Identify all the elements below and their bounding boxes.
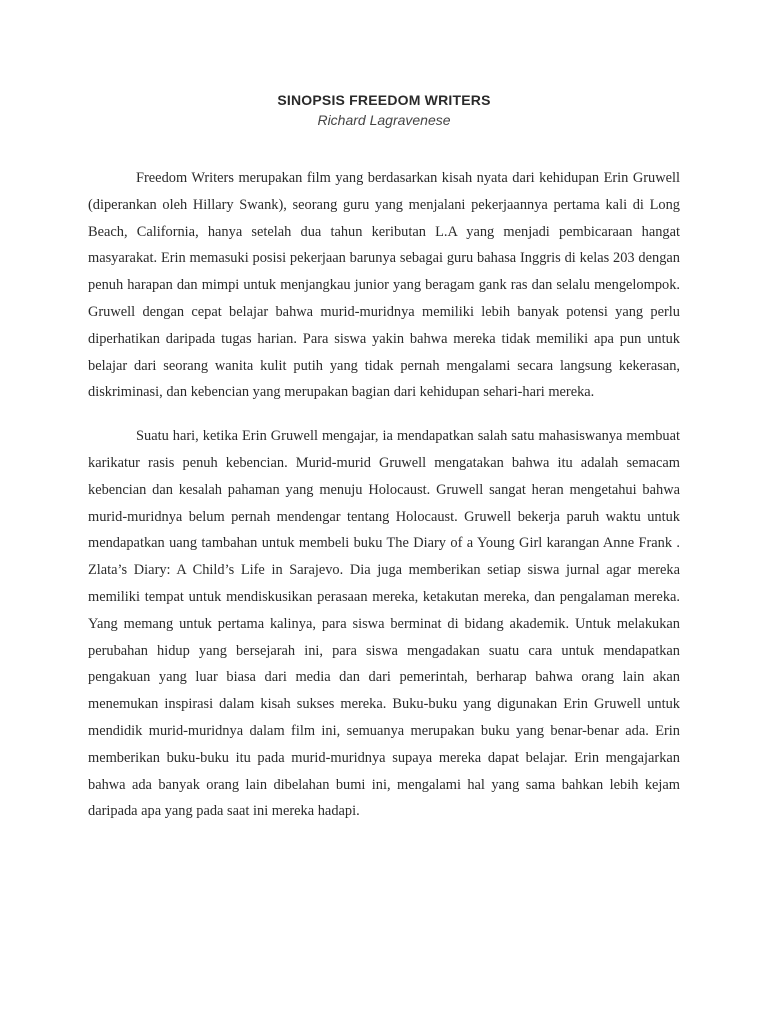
document-title: SINOPSIS FREEDOM WRITERS — [277, 92, 491, 108]
paragraph-2: Suatu hari, ketika Erin Gruwell mengajar, ia mendapatkan salah satu mahasiswanya membuat karikatur rasis penuh kebencian. Murid-murid Gruwell mengatakan bahwa itu adalah semacam kebencian dan kesalah pahaman yang menuju Holocaust. Gruwell sangat heran mengetahui bahwa murid-muridnya belum pernah mendengar tentang Holocaust. Gruwell bekerja paruh waktu untuk mendapatkan uang tambahan untuk membeli buku The Diary of a Young Girl karangan Anne Frank . Zlata’s Diary: A Child’s Life in Sarajevo. Dia juga memberikan setiap siswa jurnal agar mereka memiliki tempat untuk mendiskusikan perasaan mereka, ketakutan mereka, dan pengalaman mereka. Yang memang untuk pertama kalinya, para siswa berminat di bidang akademik. Untuk melakukan perubahan hidup yang bersejarah ini, para siswa mengadakan suatu cara untuk mendapatkan pengakuan yang luar biasa dari media dan dari pemerintah, berharap bahwa orang lain akan menemukan inspirasi dalam kisah sukses mereka. Buku-buku yang digunakan Erin Gruwell untuk mendidik murid-muridnya dalam film ini, semuanya merupakan buku yang benar-benar ada. Erin memberikan buku-buku itu pada murid-muridnya supaya mereka dapat belajar. Erin mengajarkan bahwa ada banyak orang lain dibelahan bumi ini, mengalami hal yang sama bahkan lebih kejam daripada apa yang pada saat ini mereka hadapi. — [88, 428, 680, 820]
document-author: Richard Lagravenese — [317, 112, 451, 128]
document-body — [88, 165, 680, 842]
paragraph-1: Freedom Writers merupakan film yang berdasarkan kisah nyata dari kehidupan Erin Gruwell (diperankan oleh Hillary Swank), seorang guru yang menjalani pekerjaannya pertama kali di Long Beach, California, hanya setelah dua tahun keributan L.A yang menjadi pembicaraan hangat masyarakat. Erin memasuki posisi pekerjaan barunya sebagai guru bahasa Inggris di kelas 203 dengan penuh harapan dan mimpi untuk menjangkau junior yang beragam gank ras dan selalu mengelompok. Gruwell dengan cepat belajar bahwa murid-muridnya memiliki lebih banyak potensi yang perlu diperhatikan daripada tugas harian. Para siswa yakin bahwa mereka tidak memiliki apa pun untuk belajar dari seorang wanita kulit putih yang tidak pernah mengalami secara langsung kekerasan, diskriminasi, dan kebencian yang merupakan bagian dari kehidupan sehari-hari mereka. — [88, 170, 680, 401]
